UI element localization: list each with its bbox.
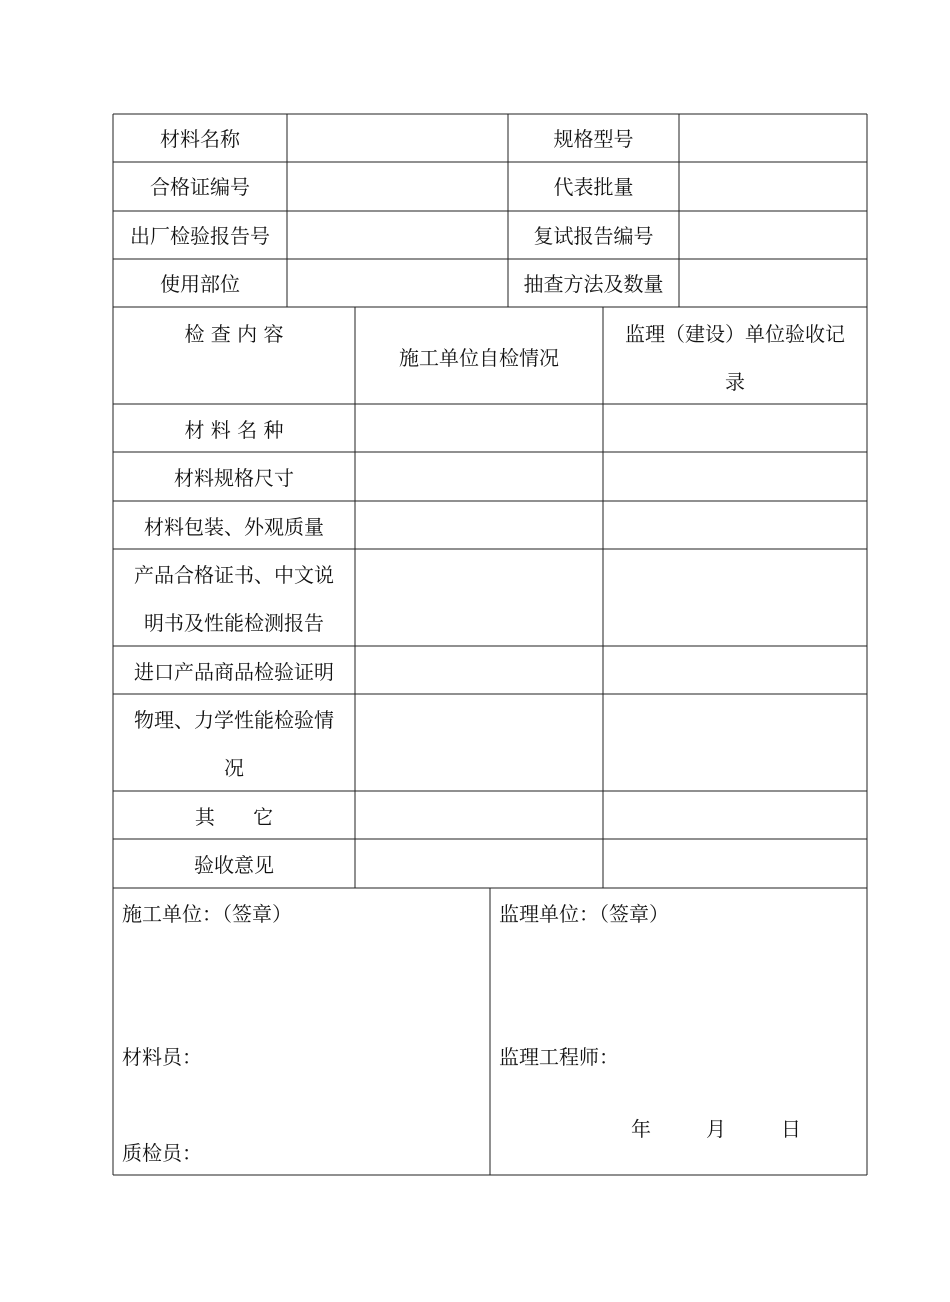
label-spec-model: 规格型号 <box>553 127 634 151</box>
item-material-type: 材 料 名 种 <box>184 418 284 442</box>
label-batch-quantity: 代表批量 <box>553 175 634 199</box>
item-certificate-docs-line1: 产品合格证书、中文说 <box>134 563 334 587</box>
item-acceptance-opinion: 验收意见 <box>194 853 274 877</box>
label-material-name: 材料名称 <box>160 127 240 151</box>
supervisor-unit-seal: 监理单位：（签章） <box>499 902 669 926</box>
label-certificate-number: 合格证编号 <box>150 175 250 199</box>
header-supervisor-record-line1: 监理（建设）单位验收记 <box>625 322 845 346</box>
quality-inspector-label: 质检员： <box>122 1141 202 1165</box>
date-month: 月 <box>706 1117 726 1141</box>
item-other: 其 它 <box>194 805 274 829</box>
item-certificate-docs-line2: 明书及性能检测报告 <box>144 611 324 635</box>
header-check-content: 检 查 内 容 <box>184 322 284 346</box>
item-physical-mechanical-line1: 物理、力学性能检验情 <box>134 708 334 732</box>
supervising-engineer-label: 监理工程师： <box>499 1045 619 1069</box>
material-clerk-label: 材料员： <box>122 1045 202 1069</box>
label-retest-report-number: 复试报告编号 <box>533 224 654 248</box>
label-usage-location: 使用部位 <box>160 272 240 296</box>
item-packaging-appearance: 材料包装、外观质量 <box>144 515 324 539</box>
date-day: 日 <box>781 1117 801 1141</box>
item-physical-mechanical-line2: 况 <box>224 756 244 780</box>
contractor-unit-seal: 施工单位：（签章） <box>122 902 292 926</box>
header-supervisor-record-line2: 录 <box>725 370 745 394</box>
item-import-inspection: 进口产品商品检验证明 <box>134 660 334 684</box>
header-contractor-self-check: 施工单位自检情况 <box>399 346 559 370</box>
date-year: 年 <box>631 1117 651 1141</box>
label-factory-report-number: 出厂检验报告号 <box>130 224 270 248</box>
item-material-size: 材料规格尺寸 <box>174 466 294 490</box>
label-sampling-method: 抽查方法及数量 <box>523 272 664 296</box>
